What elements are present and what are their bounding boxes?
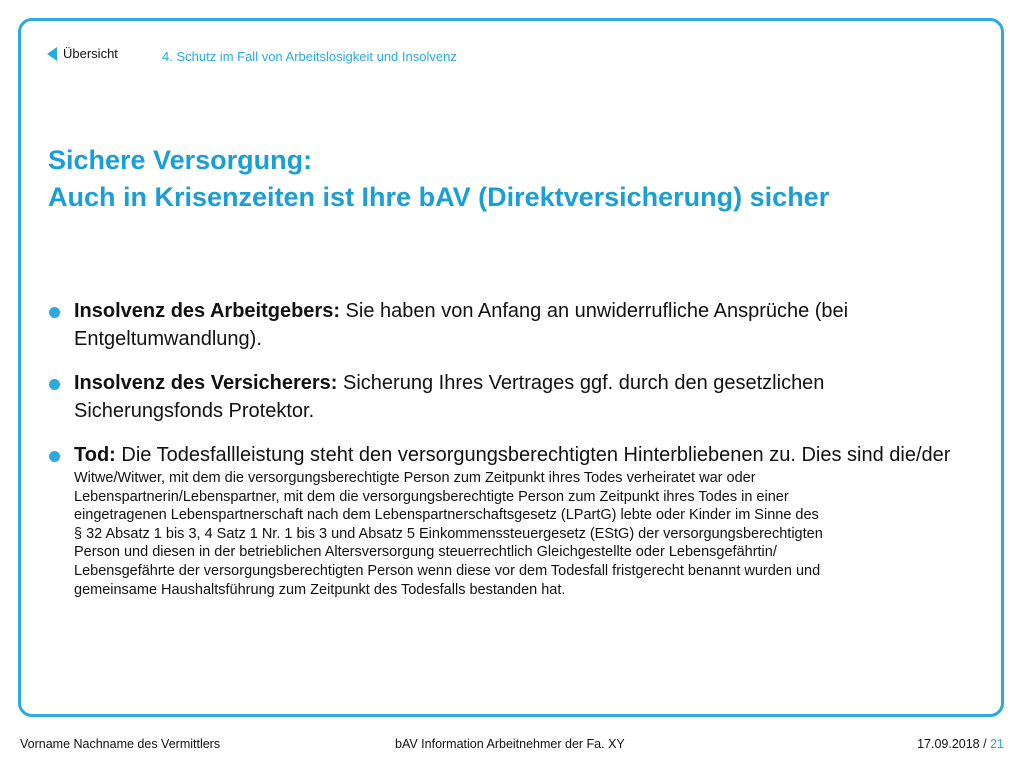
- death-benefit-details: [74, 469, 968, 599]
- title-line-1: Sichere Versorgung:: [48, 145, 313, 175]
- detail-line: Lebenspartnerin/Lebenspartner, mit dem die versorgungsberechtigte Person zum Zeitpunkt ihres Todes in einer: [74, 488, 789, 505]
- bullet-text: Sie haben von Anfang an unwiderrufliche Ansprüche (bei Entgeltumwandlung).: [74, 300, 849, 350]
- overview-label: Übersicht: [63, 46, 118, 61]
- footer-date: 17.09.2018: [917, 737, 980, 751]
- bullet-list: [48, 297, 968, 615]
- breadcrumb[interactable]: 4. Schutz im Fall von Arbeitslosigkeit und Insolvenz: [162, 49, 457, 64]
- bullet-dot-icon: [49, 307, 60, 318]
- bullet-text: Sicherung Ihres Vertrages ggf. durch den gesetzlichen Sicherungsfonds Protektor.: [74, 372, 825, 422]
- bullet-dot-icon: [49, 379, 60, 390]
- detail-line: § 32 Absatz 1 bis 3, 4 Satz 1 Nr. 1 bis 3 und Absatz 5 Einkommenssteuergesetz (EStG) der versorgungsberechtigten: [74, 525, 823, 542]
- bullet-dot-icon: [49, 451, 60, 462]
- footer-document-title: bAV Information Arbeitnehmer der Fa. XY: [395, 737, 625, 751]
- detail-line: eingetragenen Lebenspartnerschaft nach dem Lebenspartnerschaftsgesetz (LPartG) lebte oder Kinder im Sinne des: [74, 507, 819, 524]
- detail-line: Lebensgefährte der versorgungsberechtigten Person wenn diese vor dem Todesfall fristgerecht benannt wurden und: [74, 562, 821, 579]
- detail-line: Person und diesen in der betrieblichen Altersversorgung steuerrechtlich Gleichgestellte oder Lebensgefährtin/: [74, 544, 777, 561]
- bullet-employer-insolvency: [48, 297, 968, 353]
- footer-separator: /: [983, 737, 987, 751]
- back-arrow-icon: [47, 47, 57, 61]
- bullet-label: Insolvenz des Arbeitgebers:: [74, 300, 340, 322]
- bullet-label: Tod:: [74, 444, 116, 466]
- overview-back-button[interactable]: [47, 46, 118, 61]
- detail-line: gemeinsame Haushaltsführung zum Zeitpunkt des Todesfalls bestanden hat.: [74, 581, 566, 598]
- bullet-insurer-insolvency: [48, 369, 968, 425]
- bullet-text: Die Todesfallleistung steht den versorgungsberechtigten Hinterbliebenen zu. Dies sind die/der: [115, 444, 951, 466]
- detail-line: Witwe/Witwer, mit dem die versorgungsberechtigte Person zum Zeitpunkt ihres Todes verheiratet war oder: [74, 470, 756, 486]
- bullet-death: [48, 441, 968, 599]
- page-number: 21: [990, 737, 1004, 751]
- footer-date-page: [917, 737, 1004, 751]
- title-line-2: Auch in Krisenzeiten ist Ihre bAV (Direktversicherung) sicher: [48, 182, 830, 212]
- bullet-label: Insolvenz des Versicherers:: [74, 372, 338, 394]
- footer-agent-name: Vorname Nachname des Vermittlers: [20, 737, 221, 751]
- page-title: [48, 142, 1008, 216]
